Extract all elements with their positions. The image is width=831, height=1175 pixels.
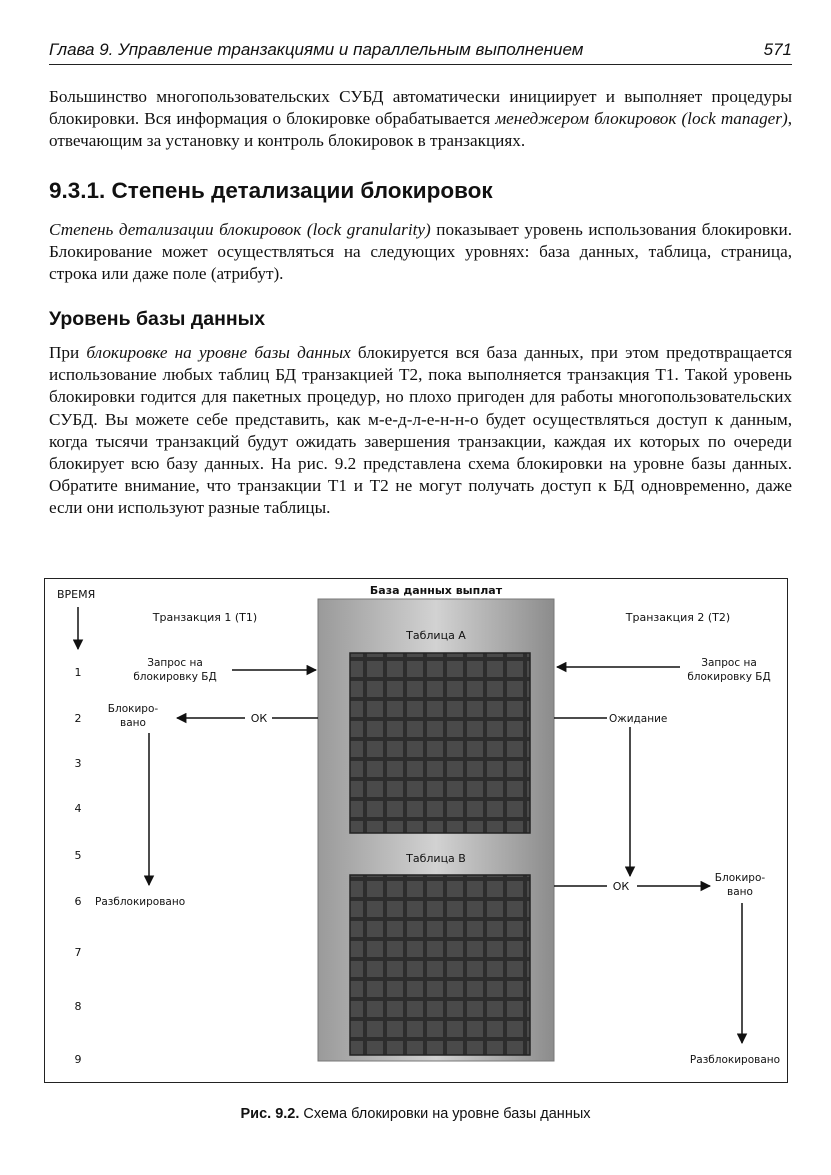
table-a-grid bbox=[350, 653, 530, 833]
time-tick-4: 4 bbox=[74, 802, 82, 815]
running-header bbox=[49, 38, 792, 65]
term-lock-granularity: Степень детализации блокировок (lock granularity) bbox=[49, 220, 431, 239]
chapter-title: Глава 9. Управление транзакциями и параллельным выполнением bbox=[49, 40, 584, 59]
t1-locked-line1: Блокиро- bbox=[107, 703, 159, 715]
t1-request-line2: блокировку БД bbox=[133, 671, 217, 683]
time-tick-3: 3 bbox=[74, 757, 82, 770]
database-title: База данных выплат bbox=[369, 584, 503, 597]
t2-waiting-label: Ожидание bbox=[609, 713, 668, 725]
caption-label: Рис. 9.2. bbox=[240, 1106, 300, 1122]
t2-locked-line1: Блокиро- bbox=[714, 872, 766, 884]
time-tick-6: 6 bbox=[74, 895, 82, 908]
time-tick-7: 7 bbox=[74, 946, 82, 959]
t1-request-line1: Запрос на bbox=[147, 657, 203, 669]
table-b-grid bbox=[350, 875, 530, 1055]
caption-text: Схема блокировки на уровне базы данных bbox=[299, 1106, 591, 1122]
time-tick-5: 5 bbox=[74, 849, 82, 862]
t2-request-line1: Запрос на bbox=[701, 657, 757, 669]
t2-locked-line2: вано bbox=[727, 886, 753, 898]
page-number: 571 bbox=[763, 40, 792, 59]
t2-ok-label: ОК bbox=[612, 880, 630, 893]
intro-paragraph: Большинство многопользовательских СУБД автоматически инициирует и выполняет процедуры блокировки. Вся информация о блокировке обрабатывается менеджером блокировок (lock manager), отвечающим за установку и контроль блокировок в транзакциях. bbox=[49, 87, 793, 151]
time-tick-9: 9 bbox=[74, 1053, 82, 1066]
term-lock-manager: менеджером блокировок (lock manager) bbox=[495, 109, 788, 129]
time-axis-label: ВРЕМЯ bbox=[57, 588, 96, 601]
table-a-label: Таблица А bbox=[406, 629, 466, 642]
section-heading: 9.3.1. Степень детализации блокировок bbox=[49, 178, 493, 203]
time-tick-8: 8 bbox=[74, 1000, 82, 1013]
t2-title: Транзакция 2 (Т2) bbox=[625, 611, 731, 624]
granularity-paragraph: Степень детализации блокировок (lock granularity) показывает уровень использования блокировки. Блокирование может осуществляться на следующих уровнях: база данных, таблица, страница, строка или даже поле (атрибут). bbox=[49, 220, 792, 284]
t1-ok-label: ОК bbox=[250, 712, 268, 725]
time-tick-2: 2 bbox=[74, 712, 82, 725]
t1-unlocked-label: Разблокировано bbox=[95, 896, 186, 908]
lock-diagram bbox=[45, 579, 789, 1084]
table-b-label: Таблица В bbox=[406, 852, 466, 865]
term-database-level-lock: блокировке на уровне базы данных bbox=[86, 343, 351, 362]
figure-9-2 bbox=[44, 578, 788, 1083]
t2-request-line2: блокировку БД bbox=[687, 671, 771, 683]
time-tick-1: 1 bbox=[74, 666, 82, 679]
t1-title: Транзакция 1 (Т1) bbox=[152, 611, 258, 624]
t2-unlocked-label: Разблокировано bbox=[689, 1054, 781, 1066]
t1-locked-line2: вано bbox=[120, 717, 146, 729]
database-level-paragraph: При блокировке на уровне базы данных блокируется вся база данных, при этом предотвращается использование любых таблиц БД транзакцией Т2, пока выполняется транзакция Т1. Такой уровень блокировки годится для пакетных процедур, но плохо пригоден для работы многопользовательских СУБД. Вы можете себе представить, как м-е-д-л-е-н-н-о будет осуществляться доступ к данным, когда тысячи транзакций будут ожидать завершения транзакции, каждая их которых по очереди блокирует всю базу данных. На рис. 9.2 представлена схема блокировки на уровне базы данных. Обратите внимание, что транзакции Т1 и Т2 не могут получать доступ к БД одновременно, даже если они используют разные таблицы. bbox=[49, 343, 792, 518]
subsection-heading: Уровень базы данных bbox=[49, 308, 266, 330]
figure-caption bbox=[0, 1106, 831, 1122]
